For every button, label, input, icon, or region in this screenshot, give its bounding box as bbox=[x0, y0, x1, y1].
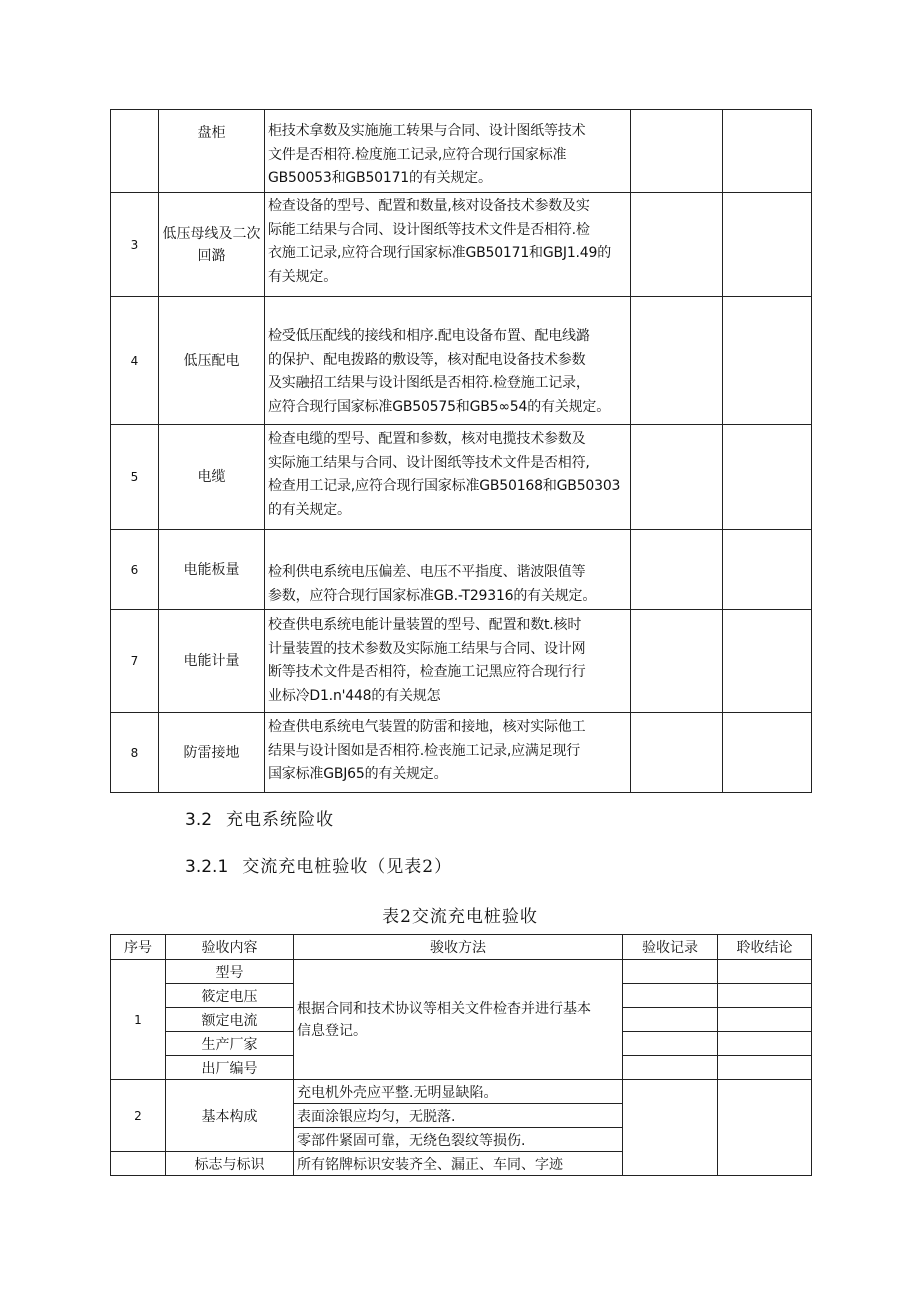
row-number: 4 bbox=[111, 297, 159, 425]
table-row bbox=[111, 193, 812, 297]
table-row bbox=[111, 713, 812, 793]
row-item: 低压母线及二次回潞 bbox=[159, 193, 265, 297]
record-cell bbox=[623, 1032, 718, 1056]
row-item: 额定电流 bbox=[166, 1008, 294, 1032]
ac-charger-acceptance-table bbox=[110, 934, 812, 1176]
record-cell bbox=[631, 193, 723, 297]
row-description: 检利供电系统电压偏差、电压不平指度、谐波限值等 参数，应符合现行国家标准GB.-T29316的有关规定。 bbox=[265, 530, 631, 610]
row-number: 1 bbox=[111, 960, 166, 1080]
row-number: 7 bbox=[111, 610, 159, 713]
conclusion-cell bbox=[718, 1032, 812, 1056]
section-number: 3.2.1 bbox=[185, 857, 229, 877]
header-conclusion: 聆收结论 bbox=[718, 935, 812, 960]
row-item: 生产厂家 bbox=[166, 1032, 294, 1056]
row-item: 筱定电压 bbox=[166, 984, 294, 1008]
grid-acceptance-table bbox=[110, 109, 812, 793]
row-item: 防雷接地 bbox=[159, 713, 265, 793]
record-cell bbox=[623, 1080, 718, 1176]
conclusion-cell bbox=[718, 960, 812, 984]
table-caption: 表2交流充电桩验收 bbox=[382, 907, 538, 927]
conclusion-cell bbox=[723, 193, 812, 297]
row-number: 3 bbox=[111, 193, 159, 297]
record-cell bbox=[631, 425, 723, 530]
table-row bbox=[111, 610, 812, 713]
record-cell bbox=[631, 610, 723, 713]
row-method: 表面涂银应均匀，无脱落. bbox=[294, 1104, 623, 1128]
record-cell bbox=[623, 984, 718, 1008]
record-cell bbox=[623, 960, 718, 984]
table-row bbox=[111, 1080, 812, 1104]
row-method: 根据合同和技术协议等相关文件检杳并进行基本 信息登记。 bbox=[294, 960, 623, 1080]
row-item: 电能计量 bbox=[159, 610, 265, 713]
record-cell bbox=[623, 1008, 718, 1032]
row-item: 出厂编号 bbox=[166, 1056, 294, 1080]
row-number: 8 bbox=[111, 713, 159, 793]
conclusion-cell bbox=[718, 1008, 812, 1032]
conclusion-cell bbox=[723, 713, 812, 793]
row-number: 6 bbox=[111, 530, 159, 610]
row-number: 5 bbox=[111, 425, 159, 530]
header-no: 序号 bbox=[111, 935, 166, 960]
section-title: 充电系统险收 bbox=[226, 810, 335, 830]
header-record: 验收记录 bbox=[623, 935, 718, 960]
row-description: 检查供电系统电气装置的防雷和接地，核对实际他工 结果与设计图如是否相符.检丧施工记录,应满足现行 国家标准GBJ65的有关规定。 bbox=[265, 713, 631, 793]
table-row bbox=[111, 425, 812, 530]
row-method: 所有铭牌标识安装齐全、漏正、车同、字迹 bbox=[294, 1152, 623, 1176]
row-description: 校查供电系统电能计量装置的型号、配置和数t.核时 计量装置的技术参数及实际施工结果与合同、设计网 断等技术文件是否相符，检查施工记黑应符合现行行 业标冷D1.n'448的有关规怎 bbox=[265, 610, 631, 713]
conclusion-cell bbox=[723, 110, 812, 193]
section-title: 交流充电桩验收（见表2） bbox=[242, 857, 453, 877]
row-item: 型号 bbox=[166, 960, 294, 984]
row-description: 检查电缆的型号、配置和参数，核对电揽技术参数及 实际施工结果与合同、设计图纸等技术文件是否相符, 检查用工记录,应符合现行国家标准GB50168和GB50303 的有关规定。 bbox=[265, 425, 631, 530]
table-header-row bbox=[111, 935, 812, 960]
conclusion-cell bbox=[723, 610, 812, 713]
table-row bbox=[111, 960, 812, 984]
section-heading-3-2-1 bbox=[185, 852, 452, 877]
conclusion-cell bbox=[718, 984, 812, 1008]
section-heading-3-2 bbox=[185, 805, 334, 830]
row-item: 盘柜 bbox=[159, 110, 265, 193]
row-number: 2 bbox=[111, 1080, 166, 1152]
row-number bbox=[111, 1152, 166, 1176]
record-cell bbox=[631, 110, 723, 193]
table-row bbox=[111, 110, 812, 193]
row-description: 检受低压配线的接线和相序.配电设备布置、配电线潞 的保护、配电拨路的敷设等，核对配电设备技术参数 及实融招工结果与设计图纸是否相符.检登施工记录， 应符合现行国家标准GB50575和GB5∞54的有关规定。 bbox=[265, 297, 631, 425]
conclusion-cell bbox=[723, 297, 812, 425]
row-item: 基本构成 bbox=[166, 1080, 294, 1152]
table-row bbox=[111, 530, 812, 610]
row-item: 电能板量 bbox=[159, 530, 265, 610]
row-item: 标志与标识 bbox=[166, 1152, 294, 1176]
record-cell bbox=[623, 1056, 718, 1080]
record-cell bbox=[631, 530, 723, 610]
row-method: 充电机外壳应平整.无明显缺陷。 bbox=[294, 1080, 623, 1104]
header-method: 骏收方法 bbox=[294, 935, 623, 960]
table-row bbox=[111, 297, 812, 425]
conclusion-cell bbox=[718, 1080, 812, 1176]
record-cell bbox=[631, 713, 723, 793]
row-item: 低压配电 bbox=[159, 297, 265, 425]
conclusion-cell bbox=[723, 425, 812, 530]
row-description: 检查设备的型号、配置和数量,核对设备技术参数及实 际能工结果与合同、设计图纸等技术文件是否相符.检 衣施工记录,应符合现行国家标准GB50171和GBJ1.49的 有关规定。 bbox=[265, 193, 631, 297]
conclusion-cell bbox=[718, 1056, 812, 1080]
row-description: 柜技术拿数及实施施工转果与合同、设计图纸等技术 文件是否相符.检度施工记录,应符合现行国家标准 GB50053和GB50171的有关规定。 bbox=[265, 110, 631, 193]
conclusion-cell bbox=[723, 530, 812, 610]
header-content: 验收内容 bbox=[166, 935, 294, 960]
row-number bbox=[111, 110, 159, 193]
section-number: 3.2 bbox=[185, 810, 213, 830]
row-item: 电缆 bbox=[159, 425, 265, 530]
record-cell bbox=[631, 297, 723, 425]
row-method: 零部件紧固可靠，无绕色裂纹等损伤. bbox=[294, 1128, 623, 1152]
